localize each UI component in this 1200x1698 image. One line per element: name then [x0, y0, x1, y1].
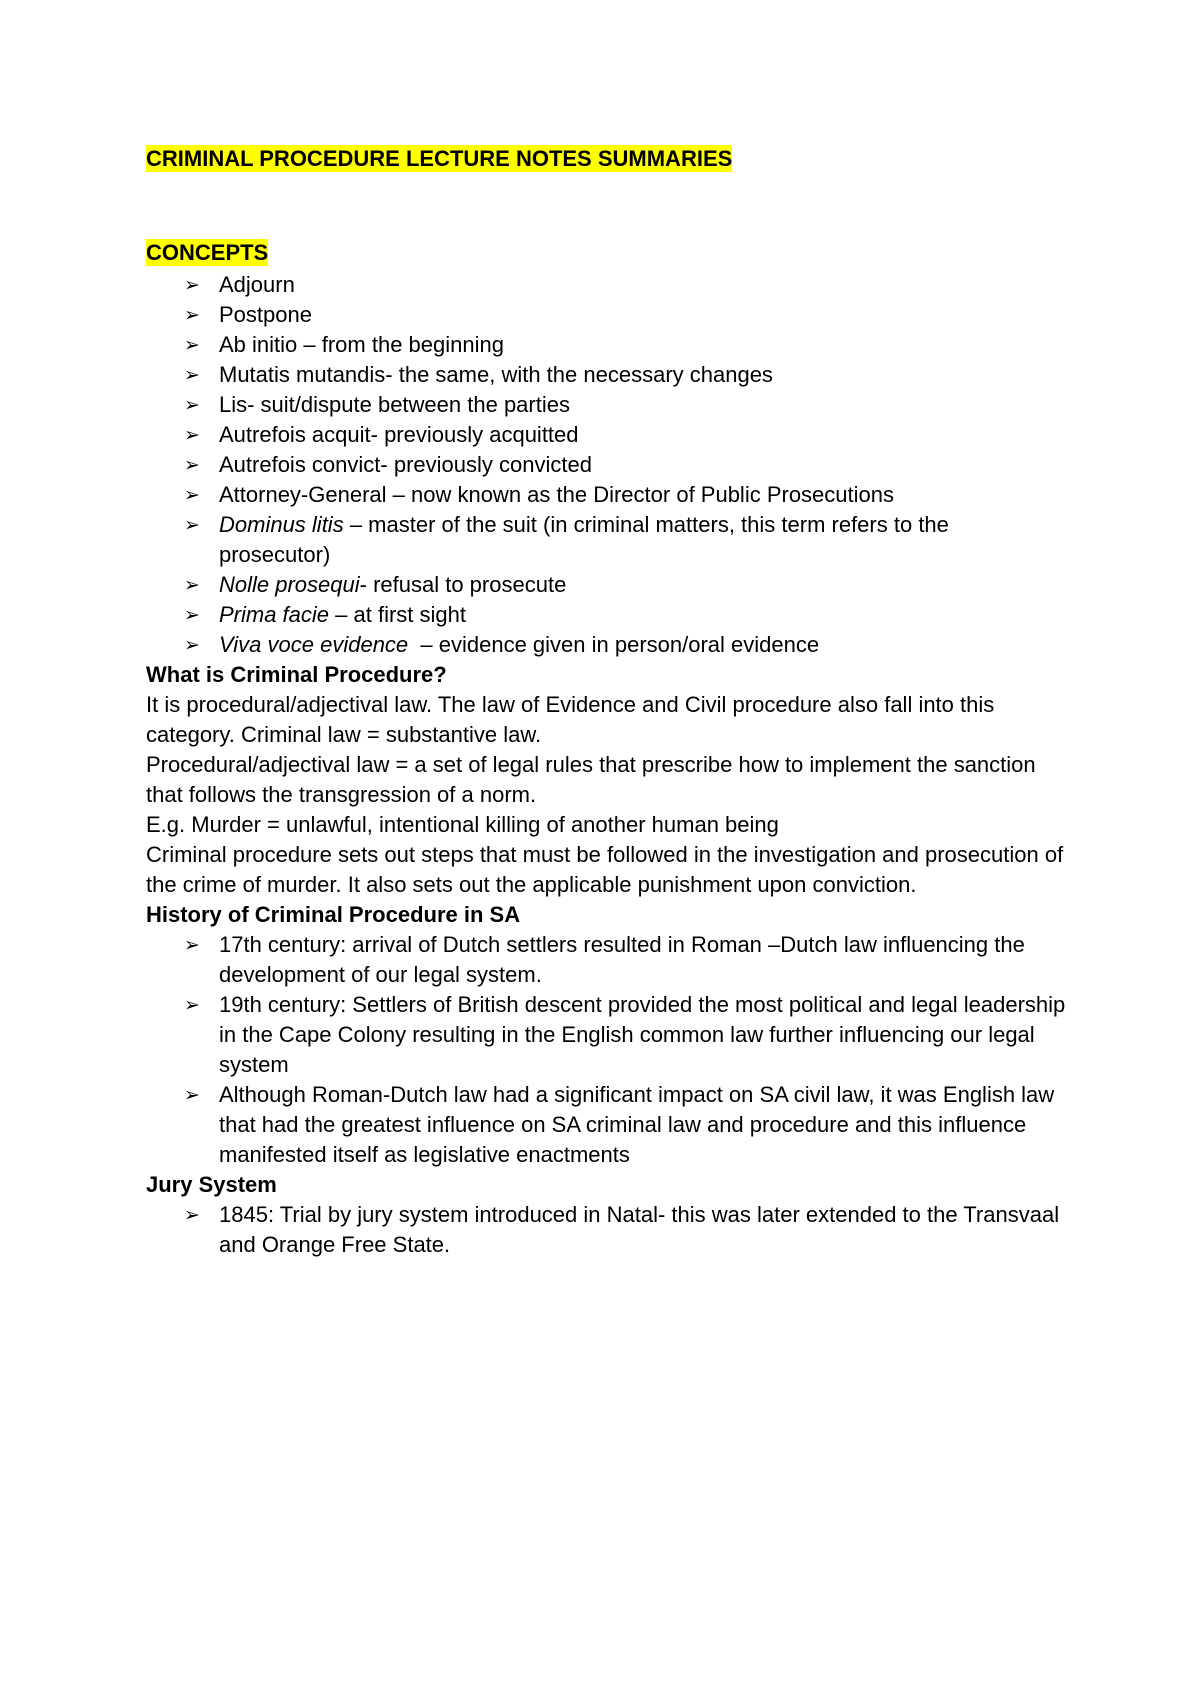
arrow-bullet-icon: ➢ [184, 604, 200, 626]
paragraph: Procedural/adjectival law = a set of legal rules that prescribe how to implement the sanction that follows the transgression of a norm. [146, 752, 1036, 807]
history-item: ➢ Although Roman-Dutch law had a significant impact on SA civil law, it was English law that had the greatest influence on SA criminal law and procedure and this influence manifested itself as legislative enactments [184, 1082, 1055, 1167]
section-heading-history: History of Criminal Procedure in SA [146, 902, 521, 927]
jury-list [146, 1200, 1066, 1260]
concept-item: ➢ Nolle prosequi- refusal to prosecute [146, 570, 1066, 600]
concept-term: Dominus litis [219, 512, 344, 537]
arrow-bullet-icon: ➢ [184, 1084, 200, 1106]
concept-item: ➢ Ab initio – from the beginning [146, 330, 1066, 360]
arrow-bullet-icon: ➢ [184, 574, 200, 596]
history-item: ➢ 19th century: Settlers of British descent provided the most political and legal leadership in the Cape Colony resulting in the English common law further influencing our legal system [184, 992, 1066, 1077]
concepts-heading-line [146, 238, 1066, 270]
arrow-bullet-icon: ➢ [184, 394, 200, 416]
arrow-bullet-icon: ➢ [184, 274, 200, 296]
concept-item: ➢ Autrefois convict- previously convicted [146, 450, 1066, 480]
arrow-bullet-icon: ➢ [184, 1204, 200, 1226]
concept-term: Prima facie [219, 602, 330, 627]
section-heading-jury-system: Jury System [146, 1172, 277, 1197]
title-line [146, 144, 1066, 176]
concept-term: Viva voce evidence [219, 632, 409, 657]
arrow-bullet-icon: ➢ [184, 934, 200, 956]
concept-item: ➢ Adjourn [146, 270, 1066, 300]
arrow-bullet-icon: ➢ [184, 334, 200, 356]
arrow-bullet-icon: ➢ [184, 484, 200, 506]
concepts-heading: CONCEPTS [146, 240, 269, 265]
arrow-bullet-icon: ➢ [184, 424, 200, 446]
paragraph: E.g. Murder = unlawful, intentional killing of another human being [146, 812, 779, 837]
document-title: CRIMINAL PROCEDURE LECTURE NOTES SUMMARIES [146, 146, 733, 171]
concept-item: ➢ Dominus litis – master of the suit (in criminal matters, this term refers to the prosecutor) [184, 512, 949, 567]
concept-term: Nolle prosequi [219, 572, 360, 597]
concept-item: ➢ Viva voce evidence – evidence given in person/oral evidence [146, 630, 1066, 660]
arrow-bullet-icon: ➢ [184, 514, 200, 536]
concept-item: ➢ Mutatis mutandis- the same, with the necessary changes [146, 360, 1066, 390]
paragraph: Criminal procedure sets out steps that must be followed in the investigation and prosecution of the crime of murder. It also sets out the applicable punishment upon conviction. [146, 842, 1064, 897]
concept-item: ➢ Prima facie – at first sight [146, 600, 1066, 630]
arrow-bullet-icon: ➢ [184, 304, 200, 326]
document-body [146, 144, 1066, 1260]
history-item: ➢ 17th century: arrival of Dutch settlers resulted in Roman –Dutch law influencing the development of our legal system. [184, 932, 1025, 987]
jury-item: ➢ 1845: Trial by jury system introduced in Natal- this was later extended to the Transvaal and Orange Free State. [184, 1202, 1060, 1257]
concept-item: ➢ Attorney-General – now known as the Director of Public Prosecutions [146, 480, 1066, 510]
paragraph: It is procedural/adjectival law. The law of Evidence and Civil procedure also fall into this category. Criminal law = substantive law. [146, 692, 995, 747]
concepts-list [146, 270, 1066, 660]
concept-item: ➢ Postpone [146, 300, 1066, 330]
arrow-bullet-icon: ➢ [184, 634, 200, 656]
section-heading-what-is-criminal-procedure: What is Criminal Procedure? [146, 662, 447, 687]
concept-item: ➢ Autrefois acquit- previously acquitted [146, 420, 1066, 450]
history-list [146, 930, 1066, 1170]
arrow-bullet-icon: ➢ [184, 994, 200, 1016]
arrow-bullet-icon: ➢ [184, 454, 200, 476]
concept-item: ➢ Lis- suit/dispute between the parties [146, 390, 1066, 420]
arrow-bullet-icon: ➢ [184, 364, 200, 386]
